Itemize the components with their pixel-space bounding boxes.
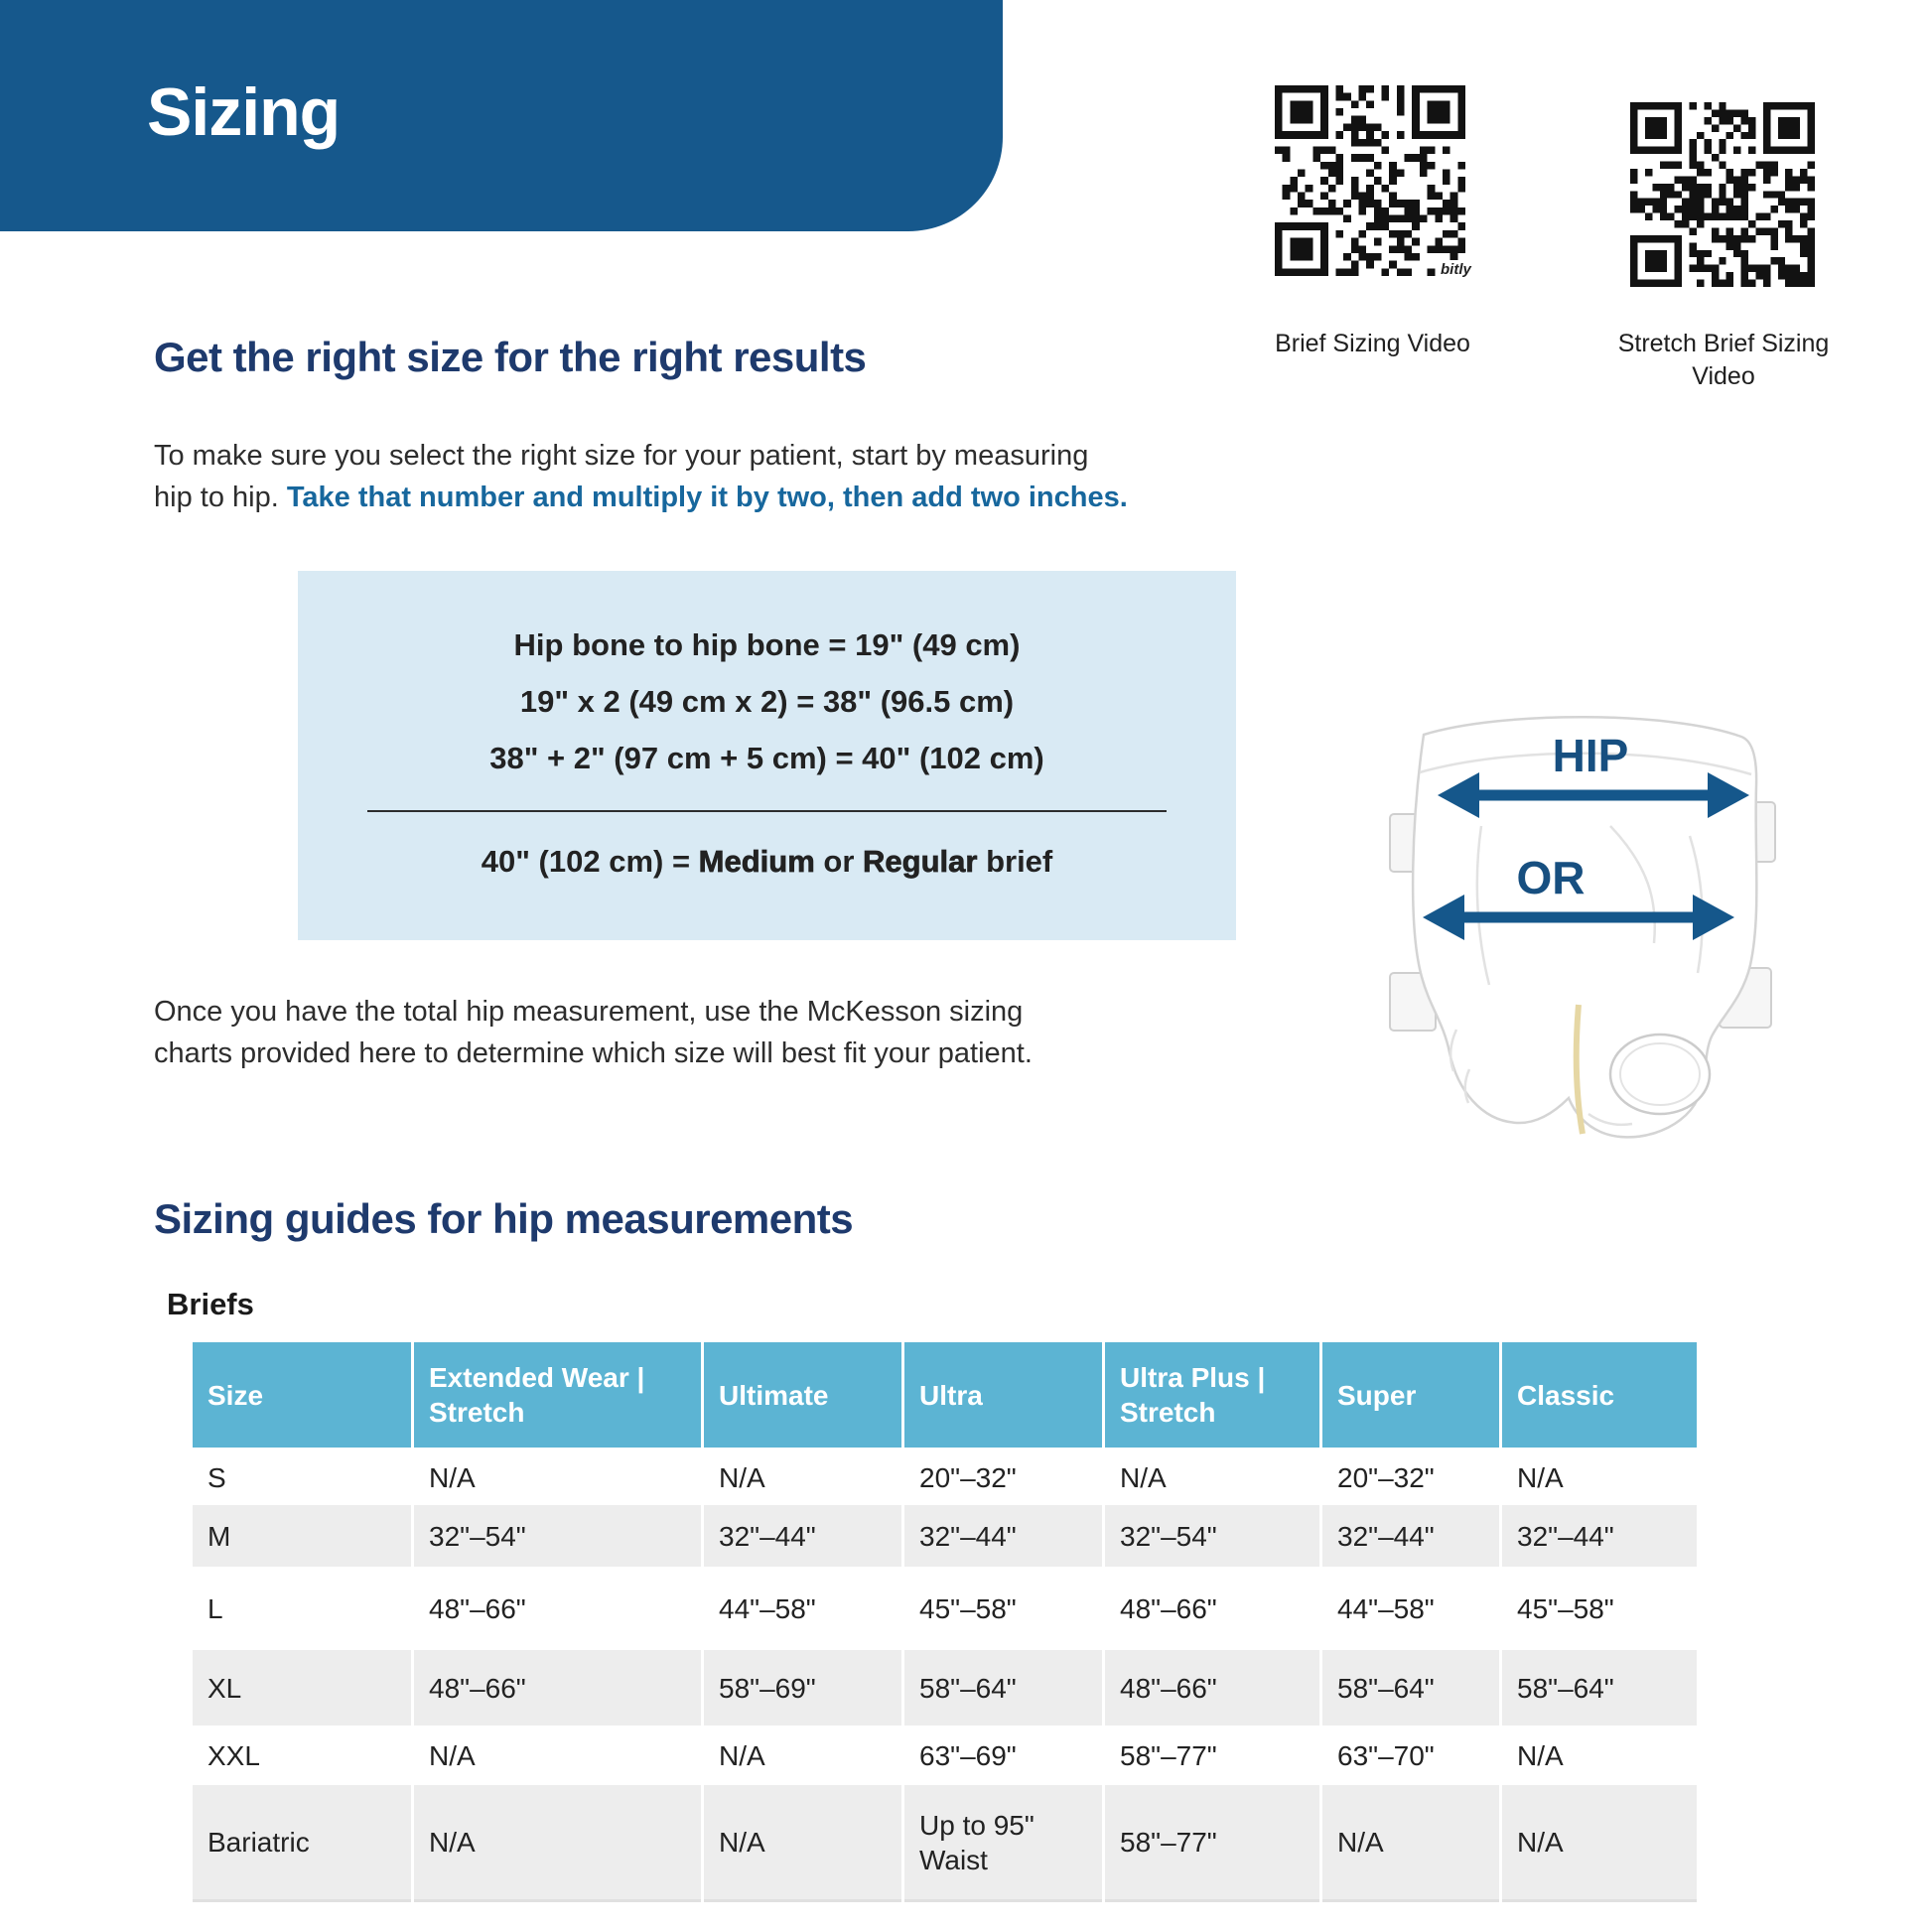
table-cell: 45"–58" xyxy=(904,1567,1102,1650)
qr-code-brief-sizing xyxy=(1275,85,1465,276)
table-row-l xyxy=(193,1567,1703,1650)
table-cell: 58"–64" xyxy=(904,1650,1102,1725)
table-title: Briefs xyxy=(167,1287,254,1321)
table-cell: S xyxy=(193,1449,411,1505)
hip-label: HIP xyxy=(1552,730,1629,781)
table-cell: N/A xyxy=(414,1785,701,1902)
bitly-logo: bitly xyxy=(1441,261,1471,278)
table-cell: N/A xyxy=(414,1725,701,1785)
page-title: Sizing xyxy=(147,74,341,150)
calc-line-3: 38" + 2" (97 cm + 5 cm) = 40" (102 cm) xyxy=(489,741,1044,776)
table-cell: 32"–54" xyxy=(1105,1505,1319,1567)
briefs-sizing-table xyxy=(193,1342,1703,1902)
table-cell: N/A xyxy=(704,1725,901,1785)
qr-label-brief: Brief Sizing Video xyxy=(1275,330,1470,357)
qr-code-icon xyxy=(1275,85,1465,276)
table-cell: N/A xyxy=(1502,1725,1697,1785)
table-cell: N/A xyxy=(1322,1785,1499,1902)
header-cell-classic: Classic xyxy=(1502,1342,1697,1448)
table-cell: N/A xyxy=(704,1449,901,1505)
table-cell: 48"–66" xyxy=(414,1567,701,1650)
table-cell: 32"–44" xyxy=(704,1505,901,1567)
header-cell-ultra: Ultra xyxy=(904,1342,1102,1448)
brief-illustration xyxy=(1362,677,1809,1164)
table-row-s xyxy=(193,1449,1703,1505)
table-row-xl xyxy=(193,1650,1703,1725)
table-cell: N/A xyxy=(1502,1449,1697,1505)
table-cell: 32"–44" xyxy=(904,1505,1102,1567)
calc-result-prefix: 40" (102 cm) = xyxy=(481,844,699,880)
outro-paragraph xyxy=(154,991,1167,1074)
qr-code-stretch-brief-sizing xyxy=(1630,102,1815,287)
intro-heading: Get the right size for the right results xyxy=(154,334,867,380)
table-header-row xyxy=(193,1342,1703,1448)
qr-label-stretch: Stretch Brief Sizing Video xyxy=(1617,330,1830,390)
table-cell: 32"–54" xyxy=(414,1505,701,1567)
table-cell: 58"–77" xyxy=(1105,1785,1319,1902)
table-cell: XL xyxy=(193,1650,411,1725)
table-cell: 63"–69" xyxy=(904,1725,1102,1785)
table-cell: 48"–66" xyxy=(1105,1650,1319,1725)
header-banner xyxy=(0,0,1003,231)
outro-line-1: Once you have the total hip measurement, use the McKesson sizing xyxy=(154,996,1024,1028)
calc-result-size-medium: Medium xyxy=(698,844,815,880)
table-row-xxl xyxy=(193,1725,1703,1785)
outro-line-2: charts provided here to determine which size will best fit your patient. xyxy=(154,1037,1033,1070)
table-body xyxy=(193,1449,1703,1902)
brief-diagram xyxy=(1362,677,1809,1164)
intro-line-1: To make sure you select the right size for your patient, start by measuring xyxy=(154,440,1089,472)
calc-result-size-regular: Regular xyxy=(863,844,978,880)
calc-line-1: Hip bone to hip bone = 19" (49 cm) xyxy=(513,627,1021,662)
table-cell: 58"–64" xyxy=(1502,1650,1697,1725)
table-cell: 44"–58" xyxy=(704,1567,901,1650)
table-cell: 32"–44" xyxy=(1502,1505,1697,1567)
table-cell: 48"–66" xyxy=(414,1650,701,1725)
calc-result-or: or xyxy=(814,844,864,880)
calculation-lines xyxy=(298,571,1236,786)
table-cell: Bariatric xyxy=(193,1785,411,1902)
table-cell: 63"–70" xyxy=(1322,1725,1499,1785)
table-row-m xyxy=(193,1505,1703,1567)
table-cell: M xyxy=(193,1505,411,1567)
guides-heading: Sizing guides for hip measurements xyxy=(154,1195,854,1242)
table-cell: 20"–32" xyxy=(904,1449,1102,1505)
header-cell-ultra-plus-stretch: Ultra Plus | Stretch xyxy=(1105,1342,1319,1448)
table-cell: XXL xyxy=(193,1725,411,1785)
table-row-bariatric xyxy=(193,1785,1703,1902)
calc-result-suffix: brief xyxy=(977,844,1053,880)
intro-line-2 xyxy=(154,477,1246,518)
intro-paragraph xyxy=(154,435,1246,518)
table-cell: 20"–32" xyxy=(1322,1449,1499,1505)
table-cell: 58"–64" xyxy=(1322,1650,1499,1725)
header-cell-size: Size xyxy=(193,1342,411,1448)
table-cell: 58"–77" xyxy=(1105,1725,1319,1785)
or-label: OR xyxy=(1516,852,1586,903)
table-cell: N/A xyxy=(704,1785,901,1902)
table-cell: N/A xyxy=(1105,1449,1319,1505)
table-cell: 58"–69" xyxy=(704,1650,901,1725)
table-cell: N/A xyxy=(414,1449,701,1505)
table-cell: N/A xyxy=(1502,1785,1697,1902)
intro-line-2-plain: hip to hip. xyxy=(154,482,287,514)
table-cell: 45"–58" xyxy=(1502,1567,1697,1650)
header-cell-ultimate: Ultimate xyxy=(704,1342,901,1448)
calc-divider xyxy=(367,810,1167,812)
header-cell-extended-wear-stretch: Extended Wear | Stretch xyxy=(414,1342,701,1448)
qr-code-icon xyxy=(1630,102,1815,287)
calc-result xyxy=(298,844,1236,880)
calculation-box xyxy=(298,571,1236,940)
table-cell: 48"–66" xyxy=(1105,1567,1319,1650)
intro-line-2-bold: Take that number and multiply it by two, then add two inches. xyxy=(286,482,1128,514)
leg-opening xyxy=(1610,1035,1710,1114)
table-cell: 44"–58" xyxy=(1322,1567,1499,1650)
table-cell: Up to 95" Waist xyxy=(904,1785,1102,1902)
calc-line-2: 19" x 2 (49 cm x 2) = 38" (96.5 cm) xyxy=(519,684,1015,720)
table-cell: L xyxy=(193,1567,411,1650)
table-cell: 32"–44" xyxy=(1322,1505,1499,1567)
header-cell-super: Super xyxy=(1322,1342,1499,1448)
